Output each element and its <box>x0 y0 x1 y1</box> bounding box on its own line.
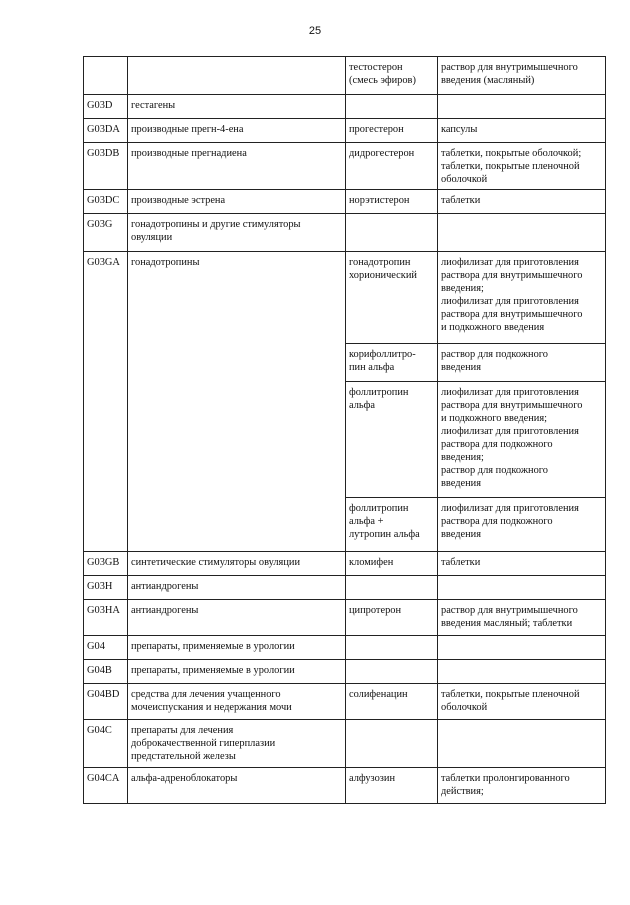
group-name-line: производные прегн-4-ена <box>131 124 244 135</box>
atc-code: G03DA <box>84 119 128 143</box>
group-name <box>128 660 346 684</box>
dosage-form-line: раствора для внутримышечного <box>441 400 583 411</box>
table-row <box>84 576 606 600</box>
table-row <box>84 214 606 252</box>
dosage-form <box>438 600 606 636</box>
drug-name <box>346 57 438 95</box>
group-name-line: антиандрогены <box>131 581 199 592</box>
dosage-form-line: раствор для подкожного <box>441 349 548 360</box>
atc-code: G03HA <box>84 600 128 636</box>
group-name <box>128 720 346 768</box>
table-row <box>84 57 606 95</box>
drug-name <box>346 382 438 498</box>
group-name-line: мочеиспускания и недержания мочи <box>131 702 292 713</box>
atc-code: G04BD <box>84 684 128 720</box>
dosage-form-line: раствор для подкожного <box>441 465 548 476</box>
dosage-form-line: таблетки <box>441 557 481 568</box>
dosage-form-line: введения <box>441 529 482 540</box>
drug-name <box>346 95 438 119</box>
group-name-line: препараты, применяемые в урологии <box>131 641 295 652</box>
dosage-form <box>438 684 606 720</box>
drug-name-line: прогестерон <box>349 124 404 135</box>
table-row <box>84 720 606 768</box>
dosage-form-line: лиофилизат для приготовления <box>441 257 579 268</box>
drug-name-line: альфа <box>349 400 375 411</box>
table-row <box>84 684 606 720</box>
dosage-form-line: капсулы <box>441 124 478 135</box>
drug-name <box>346 636 438 660</box>
group-name-line: альфа-адреноблокаторы <box>131 773 238 784</box>
page-number: 25 <box>308 25 322 37</box>
table-row <box>84 552 606 576</box>
dosage-form <box>438 95 606 119</box>
group-name-line: производные прегнадиена <box>131 148 247 159</box>
group-name-line: гонадотропины <box>131 257 200 268</box>
group-name-line: препараты для лечения <box>131 725 234 736</box>
table-body <box>84 57 606 804</box>
atc-code: G03GB <box>84 552 128 576</box>
dosage-form-line: оболочкой <box>441 174 488 185</box>
atc-code: G03D <box>84 95 128 119</box>
drug-name <box>346 720 438 768</box>
group-name-line: препараты, применяемые в урологии <box>131 665 295 676</box>
dosage-form-line: раствора для внутримышечного <box>441 309 583 320</box>
dosage-form-line: лиофилизат для приготовления <box>441 503 579 514</box>
atc-code: G04B <box>84 660 128 684</box>
group-name <box>128 214 346 252</box>
table-row <box>84 768 606 804</box>
drug-name-line: (смесь эфиров) <box>349 75 416 86</box>
drug-name-line: норэтистерон <box>349 195 410 206</box>
group-name <box>128 552 346 576</box>
drug-name-line: фоллитропин <box>349 503 409 514</box>
drug-name <box>346 660 438 684</box>
drug-name-line: дидрогестерон <box>349 148 415 159</box>
drug-name-line: пин альфа <box>349 362 395 373</box>
group-name <box>128 576 346 600</box>
dosage-form <box>438 660 606 684</box>
group-name <box>128 57 346 95</box>
group-name <box>128 768 346 804</box>
dosage-form-line: таблетки пролонгированного <box>441 773 570 784</box>
dosage-form <box>438 498 606 552</box>
group-name-line: синтетические стимуляторы овуляции <box>131 557 301 568</box>
dosage-form <box>438 119 606 143</box>
drug-name <box>346 768 438 804</box>
dosage-form <box>438 190 606 214</box>
group-name <box>128 190 346 214</box>
atc-code: G03DC <box>84 190 128 214</box>
group-name <box>128 252 346 552</box>
drug-name-line: алфузозин <box>349 773 396 784</box>
dosage-form-line: лиофилизат для приготовления <box>441 426 579 437</box>
group-name <box>128 600 346 636</box>
group-name-line: средства для лечения учащенного <box>131 689 281 700</box>
group-name <box>128 119 346 143</box>
drug-name-line: кломифен <box>349 557 394 568</box>
group-name-line: овуляции <box>131 232 173 243</box>
dosage-form <box>438 720 606 768</box>
group-name-line: производные эстрена <box>131 195 226 206</box>
dosage-form <box>438 382 606 498</box>
dosage-form-line: введения (масляный) <box>441 75 535 86</box>
dosage-form <box>438 252 606 344</box>
group-name-line: гонадотропины и другие стимуляторы <box>131 219 301 230</box>
table-row <box>84 95 606 119</box>
atc-code: G03GA <box>84 252 128 552</box>
drug-name-line: солифенацин <box>349 689 408 700</box>
table-row <box>84 660 606 684</box>
dosage-form-line: раствора для внутримышечного <box>441 270 583 281</box>
dosage-form-line: раствора для подкожного <box>441 516 553 527</box>
dosage-form-line: введения; <box>441 452 484 463</box>
dosage-form-line: раствор для внутримышечного <box>441 62 578 73</box>
drug-name-line: фоллитропин <box>349 387 409 398</box>
drug-name <box>346 498 438 552</box>
drug-name-line: тестостерон <box>349 62 403 73</box>
dosage-form-line: действия; <box>441 786 484 797</box>
dosage-form-line: и подкожного введения <box>441 322 545 333</box>
dosage-form-line: раствор для внутримышечного <box>441 605 578 616</box>
dosage-form-line: введения <box>441 478 482 489</box>
table-row <box>84 600 606 636</box>
medication-table <box>83 56 606 804</box>
group-name-line: доброкачественной гиперплазии <box>131 738 276 749</box>
dosage-form-line: введения; <box>441 283 484 294</box>
drug-name-line: ципротерон <box>349 605 402 616</box>
drug-name-line: хорионический <box>349 270 417 281</box>
drug-name <box>346 143 438 190</box>
dosage-form-line: таблетки, покрытые пленочной <box>441 689 580 700</box>
atc-code: G04C <box>84 720 128 768</box>
drug-name <box>346 684 438 720</box>
dosage-form-line: введения <box>441 362 482 373</box>
atc-code: G03G <box>84 214 128 252</box>
atc-code: G03H <box>84 576 128 600</box>
drug-name <box>346 576 438 600</box>
atc-code: G04 <box>84 636 128 660</box>
group-name-line: предстательной железы <box>131 751 236 762</box>
group-name <box>128 143 346 190</box>
table-row <box>84 252 606 344</box>
dosage-form <box>438 214 606 252</box>
table-row <box>84 143 606 190</box>
drug-name-line: корифоллитро- <box>349 349 416 360</box>
drug-name <box>346 252 438 344</box>
dosage-form <box>438 552 606 576</box>
drug-name <box>346 344 438 382</box>
dosage-form-line: таблетки, покрытые оболочкой; <box>441 148 582 159</box>
group-name-line: гестагены <box>131 100 176 111</box>
dosage-form-line: лиофилизат для приготовления <box>441 296 579 307</box>
group-name-line: антиандрогены <box>131 605 199 616</box>
drug-name <box>346 190 438 214</box>
dosage-form-line: лиофилизат для приготовления <box>441 387 579 398</box>
dosage-form-line: таблетки, покрытые пленочной <box>441 161 580 172</box>
dosage-form-line: таблетки <box>441 195 481 206</box>
dosage-form <box>438 768 606 804</box>
drug-name <box>346 214 438 252</box>
drug-name-line: лутропин альфа <box>349 529 420 540</box>
drug-name-line: альфа + <box>349 516 384 527</box>
dosage-form <box>438 344 606 382</box>
dosage-form <box>438 143 606 190</box>
drug-name <box>346 119 438 143</box>
dosage-form <box>438 636 606 660</box>
group-name <box>128 95 346 119</box>
dosage-form <box>438 576 606 600</box>
dosage-form-line: введения масляный; таблетки <box>441 618 573 629</box>
group-name <box>128 684 346 720</box>
dosage-form <box>438 57 606 95</box>
drug-name <box>346 600 438 636</box>
group-name <box>128 636 346 660</box>
drug-name-line: гонадотропин <box>349 257 411 268</box>
atc-code <box>84 57 128 95</box>
table-row <box>84 190 606 214</box>
dosage-form-line: раствора для подкожного <box>441 439 553 450</box>
drug-name <box>346 552 438 576</box>
dosage-form-line: и подкожного введения; <box>441 413 548 424</box>
atc-code: G03DB <box>84 143 128 190</box>
dosage-form-line: оболочкой <box>441 702 488 713</box>
atc-code: G04CA <box>84 768 128 804</box>
table-row <box>84 119 606 143</box>
table-row <box>84 636 606 660</box>
